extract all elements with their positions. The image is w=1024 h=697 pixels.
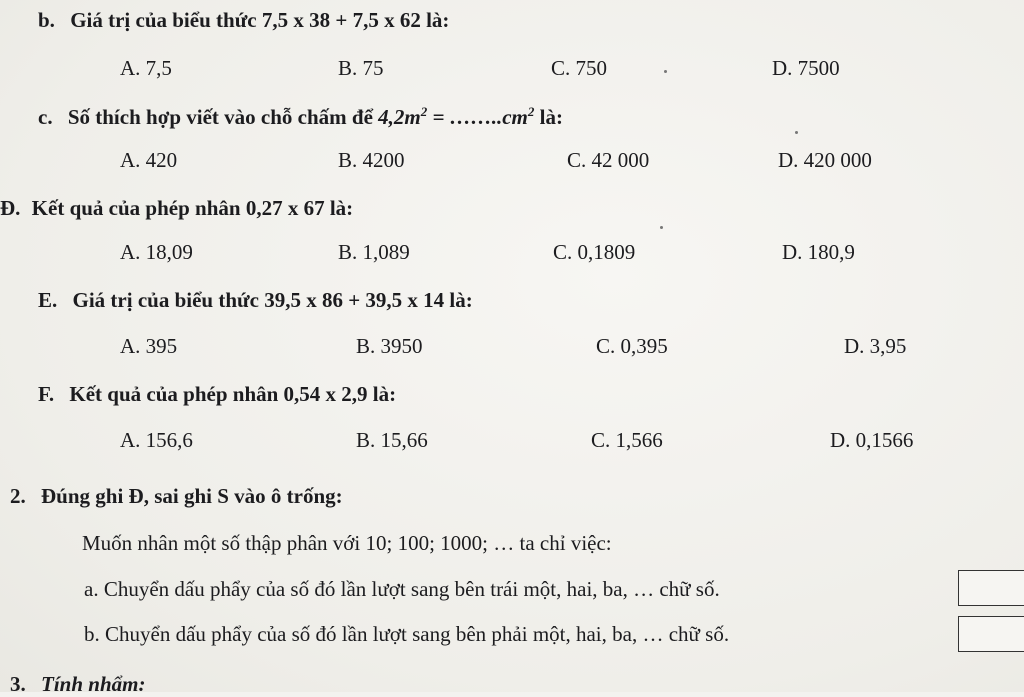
option-b-b: B. 75 [338, 56, 384, 80]
question-c-expr-left: 4,2m [378, 105, 421, 129]
option-c-d: D. 420 000 [778, 148, 872, 172]
option-e-c: C. 0,395 [596, 334, 668, 358]
question-d-prefix: Đ. [0, 196, 21, 220]
option-c-a: A. 420 [120, 148, 178, 172]
answer-box-a[interactable] [958, 570, 1024, 606]
section-2-number: 2. [10, 484, 26, 508]
option-e-a: A. 395 [120, 334, 178, 358]
answer-box-b[interactable] [958, 616, 1024, 652]
section-3-title: Tính nhẩm: [41, 672, 146, 696]
question-f [38, 382, 396, 407]
section-2-intro: Muốn nhân một số thập phân với 10; 100; 1000; … ta chỉ việc: [82, 531, 612, 555]
section-2-heading [10, 484, 343, 509]
option-d-b: B. 1,089 [338, 240, 410, 264]
section-2-item-b: b. Chuyển dấu phẩy của số đó lần lượt sang bên phải một, hai, ba, … chữ số. [84, 622, 730, 646]
option-b-a: A. 7,5 [120, 56, 172, 80]
option-d-c: C. 0,1809 [553, 240, 636, 264]
question-c-text: Số thích hợp viết vào chỗ chấm để [67, 105, 373, 129]
scan-speck [795, 131, 798, 134]
option-c-c: C. 42 000 [567, 148, 650, 172]
option-b-c: C. 750 [551, 56, 608, 80]
question-d-text: Kết quả của phép nhân 0,27 x 67 là: [31, 196, 354, 220]
scan-speck [660, 226, 663, 229]
option-d-d: D. 180,9 [782, 240, 855, 264]
option-d-a: A. 18,09 [120, 240, 193, 264]
question-b-prefix: b. [38, 8, 55, 32]
question-f-text: Kết quả của phép nhân 0,54 x 2,9 là: [69, 382, 397, 406]
question-c-exp2: 2 [527, 104, 535, 119]
option-f-c: C. 1,566 [591, 428, 663, 452]
option-e-b: B. 3950 [356, 334, 423, 358]
question-b-text: Giá trị của biểu thức 7,5 x 38 + 7,5 x 62 là: [70, 8, 450, 32]
scan-speck [664, 70, 667, 73]
question-f-prefix: F. [38, 382, 55, 406]
section-2-title: Đúng ghi Đ, sai ghi S vào ô trống: [41, 484, 343, 508]
option-f-a: A. 156,6 [120, 428, 193, 452]
question-c-exp1: 2 [420, 104, 428, 119]
question-c-expr-mid: = ……..cm [427, 105, 528, 129]
question-e-prefix: E. [38, 288, 58, 312]
question-c-tail: là: [534, 105, 563, 129]
question-b [38, 8, 449, 33]
question-e [38, 288, 473, 313]
section-2-item-a: a. Chuyển dấu phẩy của số đó lần lượt sang bên trái một, hai, ba, … chữ số. [84, 577, 720, 601]
option-f-b: B. 15,66 [356, 428, 428, 452]
question-d [0, 196, 353, 221]
question-c [38, 104, 563, 130]
question-e-text: Giá trị của biểu thức 39,5 x 86 + 39,5 x 14 là: [72, 288, 473, 312]
option-f-d: D. 0,1566 [830, 428, 914, 452]
option-c-b: B. 4200 [338, 148, 405, 172]
question-c-prefix: c. [38, 105, 53, 129]
section-3-number: 3. [10, 672, 26, 696]
option-b-d: D. 7500 [772, 56, 840, 80]
section-3-heading [10, 672, 145, 697]
option-e-d: D. 3,95 [844, 334, 907, 358]
